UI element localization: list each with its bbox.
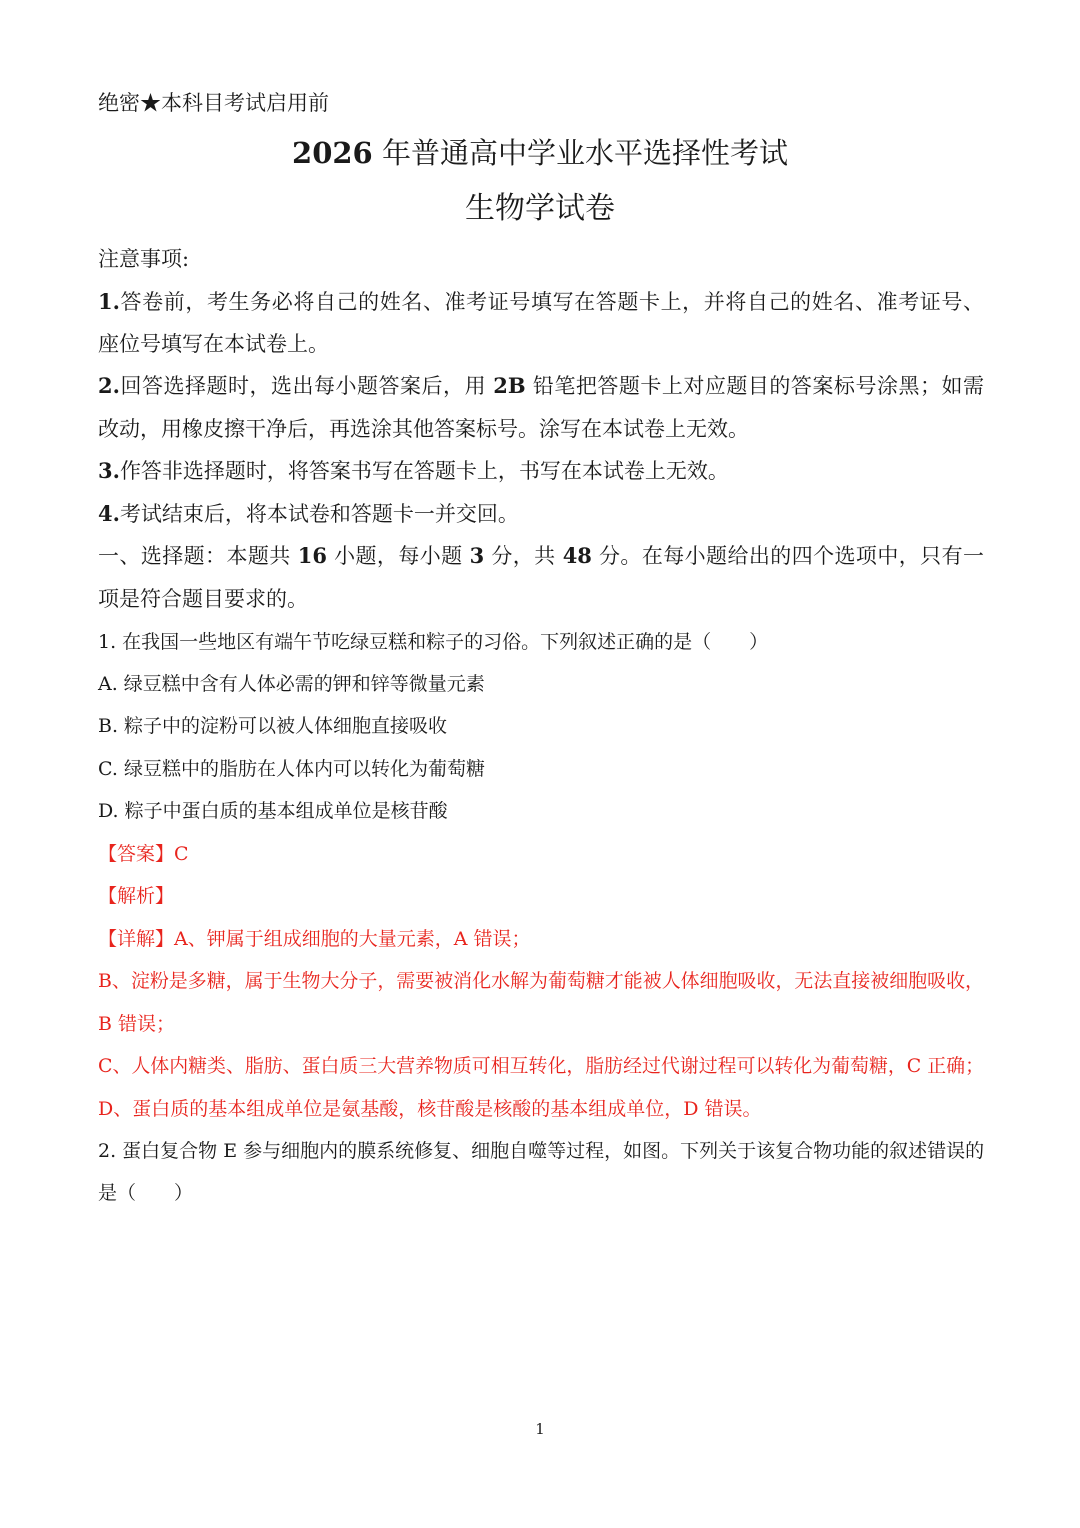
question-1-option-c: C. 绿豆糕中的脂肪在人体内可以转化为葡萄糖 — [98, 758, 485, 780]
question-1-detail-b-line-1: B、淀粉是多糖，属于生物大分子，需要被消化水解为葡萄糖才能被人体细胞吸收，无法直接被细胞吸收， — [98, 970, 984, 992]
section-1-text-4: 分。在每小题给出的四个选项中，只有一 — [591, 544, 984, 568]
question-1-detail-a — [98, 925, 531, 953]
detail-a-text: A、钾属于组成细胞的大量元素，A 错误； — [174, 928, 531, 950]
notes-heading: 注意事项: — [98, 247, 190, 271]
question-2-stem-line-2: 是（ ） — [98, 1182, 194, 1204]
question-score: 3 — [469, 543, 485, 568]
question-1-detail-c: C、人体内糖类、脂肪、蛋白质三大营养物质可相互转化，脂肪经过代谢过程可以转化为葡萄糖，C 正确； — [98, 1055, 984, 1077]
question-1-stem: 1. 在我国一些地区有端午节吃绿豆糕和粽子的习俗。下列叙述正确的是（ ） — [98, 631, 769, 653]
note-3 — [98, 457, 729, 485]
question-1-detail-b-line-2: B 错误； — [98, 1013, 176, 1035]
section-1-text-3: 分，共 — [484, 544, 563, 568]
question-1-option-a: A. 绿豆糕中含有人体必需的钾和锌等微量元素 — [98, 673, 485, 695]
question-1-option-b: B. 粽子中的淀粉可以被人体细胞直接吸收 — [98, 715, 448, 737]
exam-title-text: 年普通高中学业水平选择性考试 — [372, 136, 788, 170]
exam-subtitle: 生物学试卷 — [465, 191, 615, 226]
note-1-text-a: 答卷前，考生务必将自己的姓名、准考证号填写在答题卡上，并将自己的姓名、准考证号、 — [119, 290, 984, 314]
note-4-number: 4. — [98, 501, 120, 526]
exam-title — [0, 134, 1080, 172]
question-1-answer — [98, 840, 189, 868]
question-2-stem-line-1: 2. 蛋白复合物 E 参与细胞内的膜系统修复、细胞自噬等过程，如图。下列关于该复合物功能的叙述错误的 — [98, 1140, 985, 1162]
secret-notice: 绝密★本科目考试启用前 — [98, 91, 329, 115]
detail-label: 【详解】 — [98, 928, 175, 950]
note-4-text: 考试结束后，将本试卷和答题卡一并交回。 — [119, 502, 519, 526]
section-1-text-1: 一、选择题：本题共 — [98, 544, 298, 568]
note-2-number: 2. — [98, 373, 120, 398]
note-2-line-1 — [98, 372, 984, 400]
answer-label: 【答案】 — [98, 843, 175, 865]
pencil-grade: 2B — [493, 373, 526, 398]
note-2-line-2: 改动，用橡皮擦干净后，再选涂其他答案标号。涂写在本试卷上无效。 — [98, 417, 749, 441]
note-2-text-a2: 铅笔把答题卡上对应题目的答案标号涂黑；如需 — [525, 374, 984, 398]
note-3-text: 作答非选择题时，将答案书写在答题卡上，书写在本试卷上无效。 — [119, 459, 729, 483]
exam-year: 2026 — [292, 136, 373, 170]
total-score: 48 — [562, 543, 592, 568]
section-1-text-2: 小题，每小题 — [327, 544, 470, 568]
note-3-number: 3. — [98, 458, 120, 483]
section-1-heading — [98, 542, 984, 570]
question-1-detail-d: D、蛋白质的基本组成单位是氨基酸，核苷酸是核酸的基本组成单位，D 错误。 — [98, 1098, 762, 1120]
note-4 — [98, 500, 519, 528]
question-1-option-d: D. 粽子中蛋白质的基本组成单位是核苷酸 — [98, 800, 448, 822]
answer-value: C — [174, 843, 189, 865]
section-1-heading-line-2: 项是符合题目要求的。 — [98, 587, 308, 611]
page-number: 1 — [535, 1420, 545, 1438]
note-2-text-a1: 回答选择题时，选出每小题答案后，用 — [119, 374, 494, 398]
question-1-analysis-label: 【解析】 — [98, 885, 175, 907]
note-1-line-2: 座位号填写在本试卷上。 — [98, 332, 329, 356]
question-count: 16 — [297, 543, 328, 568]
note-1-line-1 — [98, 288, 984, 316]
note-1-number: 1. — [98, 289, 120, 314]
